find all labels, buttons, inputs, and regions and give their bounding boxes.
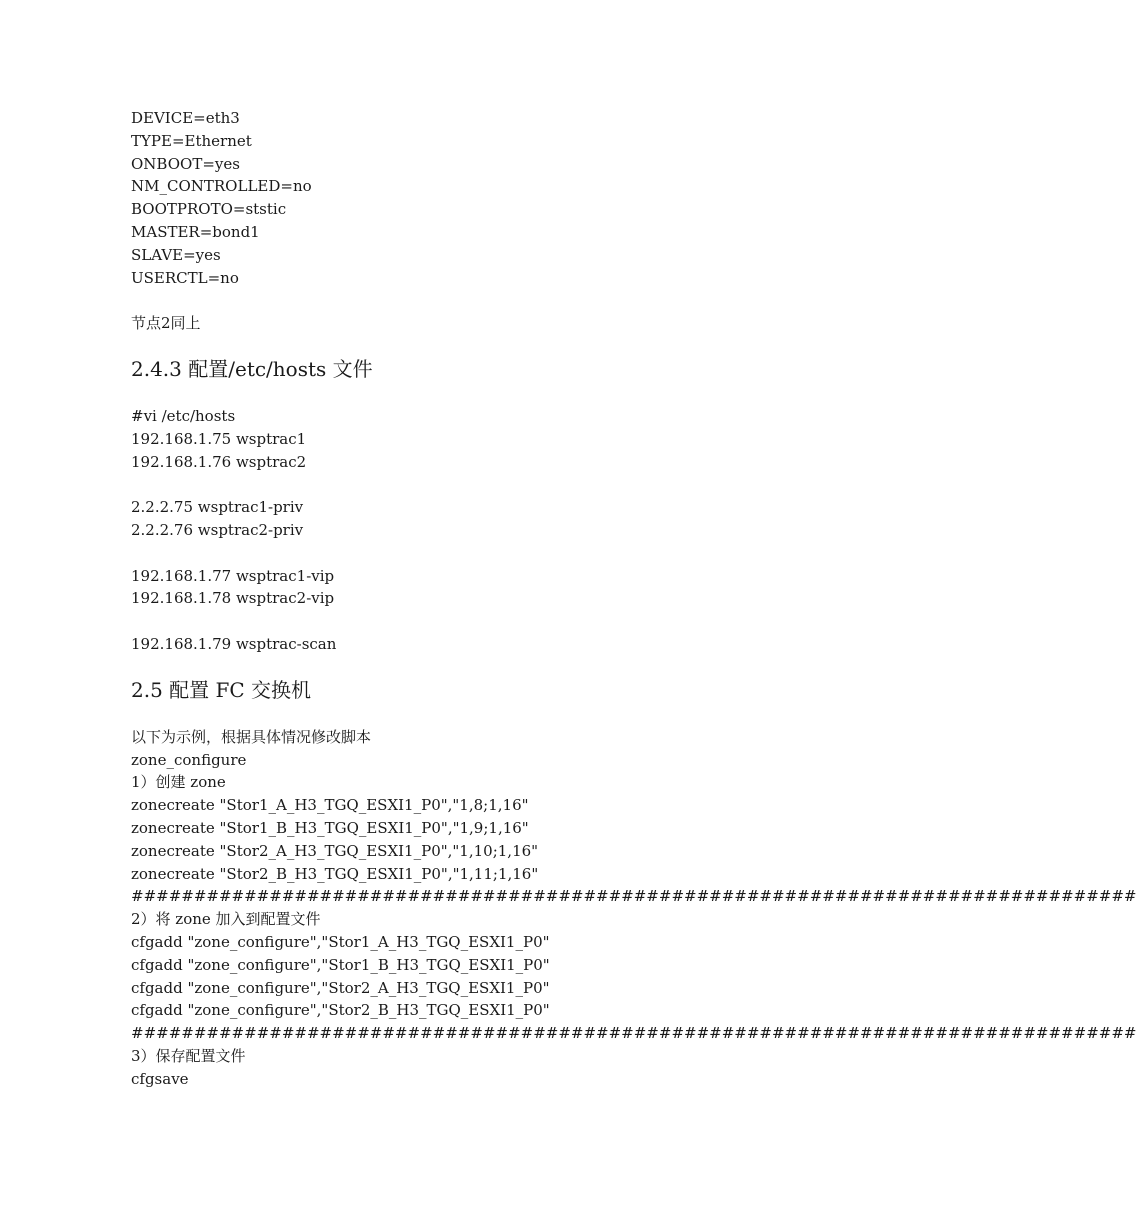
- config-line: DEVICE=eth3: [131, 109, 240, 127]
- zonecreate-command: zonecreate "Stor2_B_H3_TGQ_ESXI1_P0","1,11;1,16": [131, 864, 539, 883]
- hosts-entry: 192.168.1.78 wsptrac2-vip: [131, 589, 335, 608]
- fc-intro-text: 以下为示例，根据具体情况修改脚本: [131, 727, 372, 746]
- config-line: BOOTPROTO=ststic: [131, 200, 287, 219]
- zonecreate-command: zonecreate "Stor1_B_H3_TGQ_ESXI1_P0","1,9;1,16": [131, 818, 529, 837]
- cfgadd-command: cfgadd "zone_configure","Stor1_A_H3_TGQ_ESXI1_P0": [131, 932, 550, 951]
- config-line: MASTER=bond1: [131, 222, 260, 241]
- hash-separator: ################################################################################: [131, 887, 1136, 906]
- hosts-entry: 2.2.2.76 wsptrac2-priv: [131, 520, 304, 539]
- step-3-label: 3）保存配置文件: [131, 1046, 246, 1065]
- note-same-as-above: 节点2同上: [131, 314, 201, 333]
- config-line: ONBOOT=yes: [131, 154, 240, 173]
- zonecreate-command: zonecreate "Stor1_A_H3_TGQ_ESXI1_P0","1,8;1,16": [131, 796, 529, 815]
- config-line: TYPE=Ethernet: [131, 131, 252, 150]
- config-line: NM_CONTROLLED=no: [131, 177, 312, 196]
- hash-separator: ################################################################################: [131, 1024, 1136, 1043]
- cfgsave-command: cfgsave: [131, 1069, 189, 1088]
- hosts-entry: 192.168.1.75 wsptrac1: [131, 429, 307, 448]
- hosts-entry: 192.168.1.76 wsptrac2: [131, 452, 307, 471]
- hosts-edit-command: #vi /etc/hosts: [131, 406, 236, 425]
- cfgadd-command: cfgadd "zone_configure","Stor2_B_H3_TGQ_ESXI1_P0": [131, 1001, 550, 1020]
- section-heading-2-4-3: 2.4.3 配置/etc/hosts 文件: [131, 356, 373, 381]
- cfgadd-command: cfgadd "zone_configure","Stor1_B_H3_TGQ_ESXI1_P0": [131, 955, 550, 974]
- fc-config-name: zone_configure: [131, 750, 247, 769]
- hosts-entry: 192.168.1.77 wsptrac1-vip: [131, 566, 335, 585]
- config-line: SLAVE=yes: [131, 245, 221, 264]
- hosts-entry: 192.168.1.79 wsptrac-scan: [131, 634, 337, 653]
- step-2-label: 2）将 zone 加入到配置文件: [131, 910, 321, 929]
- zonecreate-command: zonecreate "Stor2_A_H3_TGQ_ESXI1_P0","1,10;1,16": [131, 841, 539, 860]
- step-1-label: 1）创建 zone: [131, 773, 226, 792]
- spacer: [131, 542, 751, 565]
- spacer: [131, 473, 751, 496]
- config-line: USERCTL=no: [131, 268, 239, 287]
- section-heading-2-5: 2.5 配置 FC 交换机: [131, 677, 312, 702]
- spacer: [131, 610, 751, 633]
- hosts-entry: 2.2.2.75 wsptrac1-priv: [131, 498, 304, 517]
- cfgadd-command: cfgadd "zone_configure","Stor2_A_H3_TGQ_ESXI1_P0": [131, 978, 550, 997]
- document-page: [131, 107, 1136, 1090]
- spacer: [131, 289, 751, 312]
